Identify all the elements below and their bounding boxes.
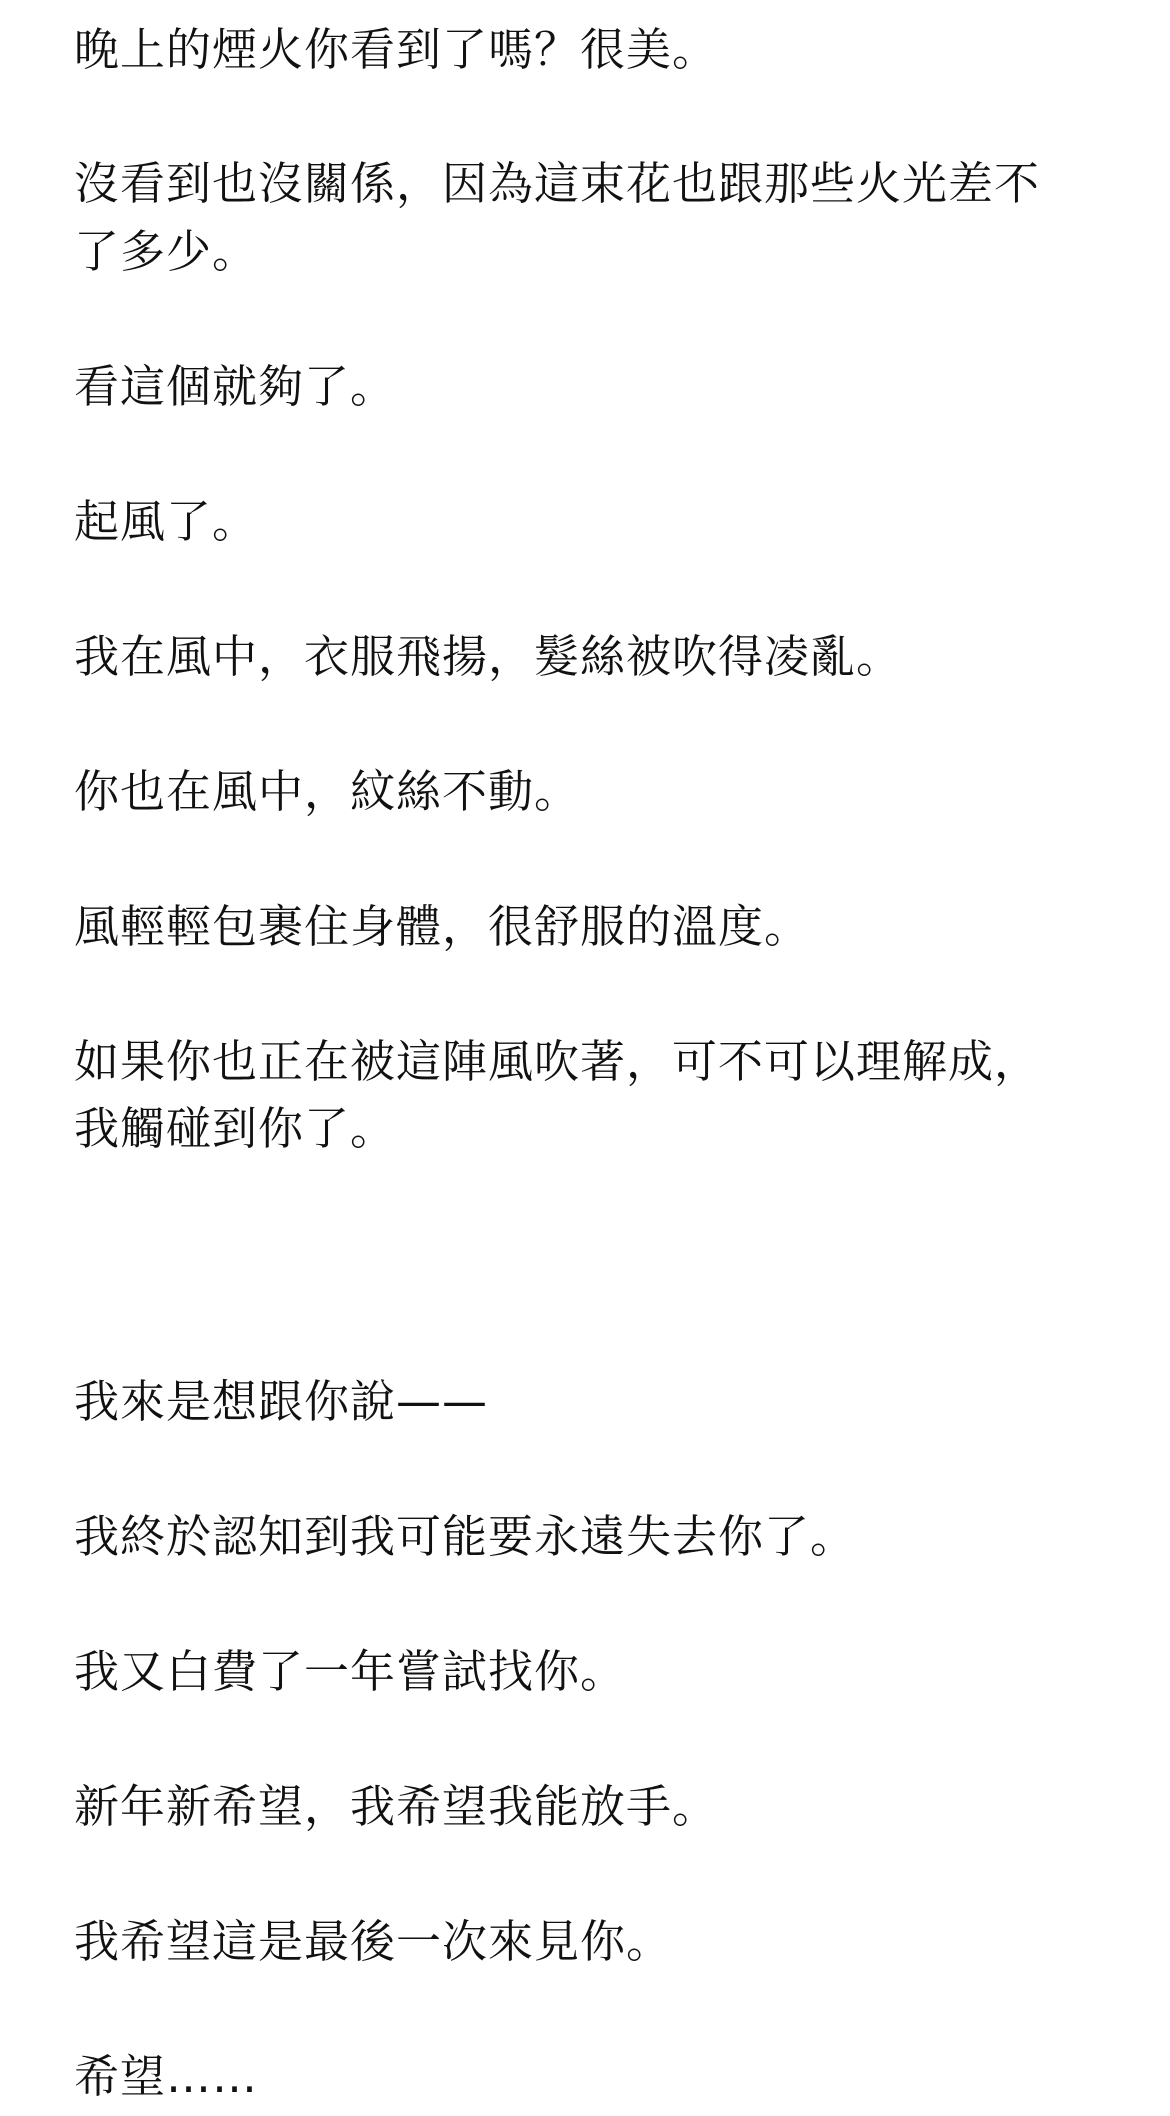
text-line: 你也在風中，紋絲不動。: [74, 765, 581, 818]
text-line: 如果你也正在被這陣風吹著，可不可以理解成，: [74, 1035, 1041, 1088]
text-line: 新年新希望，我希望我能放手。: [74, 1780, 719, 1833]
text-line: 希望……: [74, 2050, 259, 2103]
text-line: 了多少。: [74, 225, 259, 278]
text-line: 風輕輕包裹住身體，很舒服的溫度。: [74, 900, 811, 953]
text-line: 我來是想跟你說——: [74, 1375, 489, 1428]
text-line: 起風了。: [74, 495, 259, 548]
text-line: 我希望這是最後一次來見你。: [74, 1915, 673, 1968]
text-line: 看這個就夠了。: [74, 360, 397, 413]
text-line: 我觸碰到你了。: [74, 1102, 397, 1155]
text-line: 我又白費了一年嘗試找你。: [74, 1645, 627, 1698]
text-line: 晚上的煙火你看到了嗎？很美。: [74, 23, 719, 76]
text-line: 沒看到也沒關係，因為這束花也跟那些火光差不: [74, 157, 1041, 210]
text-line: 我在風中，衣服飛揚，髮絲被吹得凌亂。: [74, 630, 903, 683]
text-line: 我終於認知到我可能要永遠失去你了。: [74, 1510, 857, 1563]
